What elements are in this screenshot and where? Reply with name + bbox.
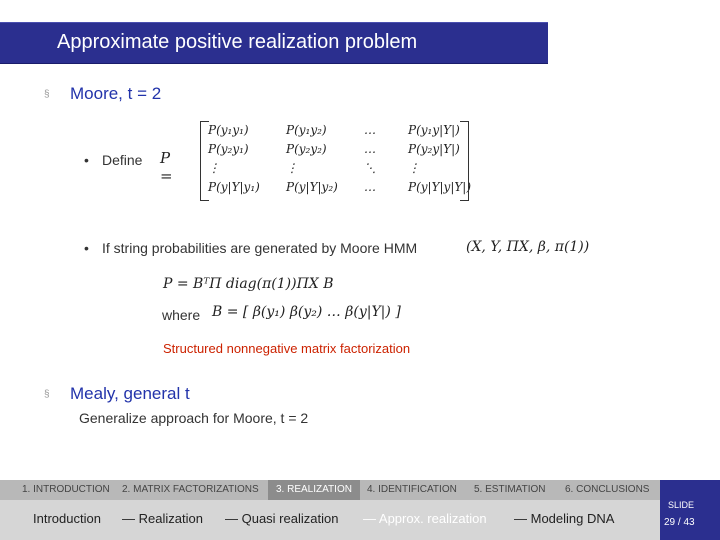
tab-introduction[interactable]: 1. INTRODUCTION bbox=[22, 484, 110, 495]
tab-matrix-factorizations[interactable]: 2. MATRIX FACTORIZATIONS bbox=[122, 484, 259, 495]
generalize-text: Generalize approach for Moore, t = 2 bbox=[79, 410, 309, 426]
matrix-cell: P(y₂y₁) bbox=[208, 142, 249, 156]
section-heading-moore: Moore, t = 2 bbox=[70, 84, 162, 103]
factorization-formula: P = BᵀΠ diag(π(1))ΠX B bbox=[163, 276, 334, 292]
slide-label: SLIDE bbox=[668, 500, 695, 510]
slide-counter-box bbox=[660, 480, 720, 540]
section-bullet: § bbox=[44, 89, 50, 100]
define-label: Define bbox=[102, 152, 143, 168]
section-heading-mealy: Mealy, general t bbox=[70, 384, 190, 403]
tab-estimation[interactable]: 5. ESTIMATION bbox=[474, 484, 546, 495]
slide-number: 29 / 43 bbox=[664, 517, 695, 528]
title-bar bbox=[0, 22, 548, 64]
matrix-cell: ⋱ bbox=[364, 161, 376, 175]
matrix-cell: P(y₂y|Y|) bbox=[408, 142, 460, 156]
section-bullet: § bbox=[44, 389, 50, 400]
where-label: where bbox=[162, 307, 201, 323]
hmm-tuple: (X, Y, ΠX, β, π(1)) bbox=[466, 239, 590, 255]
nmf-note: Structured nonnegative matrix factorization bbox=[163, 341, 411, 356]
matrix-cell: P(y₁y|Y|) bbox=[408, 123, 460, 137]
crumb-approx-realization[interactable]: — Approx. realization bbox=[363, 511, 487, 526]
matrix-cell: … bbox=[364, 180, 376, 194]
tab-realization[interactable]: 3. REALIZATION bbox=[268, 480, 360, 500]
matrix-cell: … bbox=[364, 123, 376, 137]
b-vector: B = [ β(y₁) β(y₂) … β(y|Y|) ] bbox=[212, 304, 401, 320]
tab-identification[interactable]: 4. IDENTIFICATION bbox=[367, 484, 457, 495]
matrix-cell: P(y|Y|y₁) bbox=[208, 180, 260, 194]
crumb-modeling-dna[interactable]: — Modeling DNA bbox=[514, 511, 615, 526]
crumb-quasi-realization[interactable]: — Quasi realization bbox=[225, 511, 339, 526]
bullet-dot: • bbox=[84, 240, 89, 256]
matrix-grid bbox=[208, 123, 480, 199]
matrix-cell: P(y₁y₂) bbox=[286, 123, 327, 137]
matrix-cell: P(y|Y|y|Y|) bbox=[408, 180, 472, 194]
matrix-cell: ⋮ bbox=[408, 161, 420, 175]
matrix-cell: … bbox=[364, 142, 376, 156]
matrix-lhs: P = bbox=[160, 149, 173, 185]
tab-conclusions[interactable]: 6. CONCLUSIONS bbox=[565, 484, 650, 495]
bullet-dot: • bbox=[84, 152, 89, 168]
moore-hmm-text: If string probabilities are generated by Moore HMM bbox=[102, 240, 418, 256]
matrix-cell: P(y₁y₁) bbox=[208, 123, 249, 137]
matrix-right-bracket bbox=[460, 121, 469, 201]
slide-title: Approximate positive realization problem bbox=[57, 31, 418, 53]
matrix-cell: ⋮ bbox=[286, 161, 298, 175]
crumb-introduction[interactable]: Introduction bbox=[33, 511, 101, 526]
matrix-cell: ⋮ bbox=[208, 161, 220, 175]
crumb-realization[interactable]: — Realization bbox=[122, 511, 203, 526]
matrix-cell: P(y|Y|y₂) bbox=[286, 180, 338, 194]
matrix-cell: P(y₂y₂) bbox=[286, 142, 327, 156]
